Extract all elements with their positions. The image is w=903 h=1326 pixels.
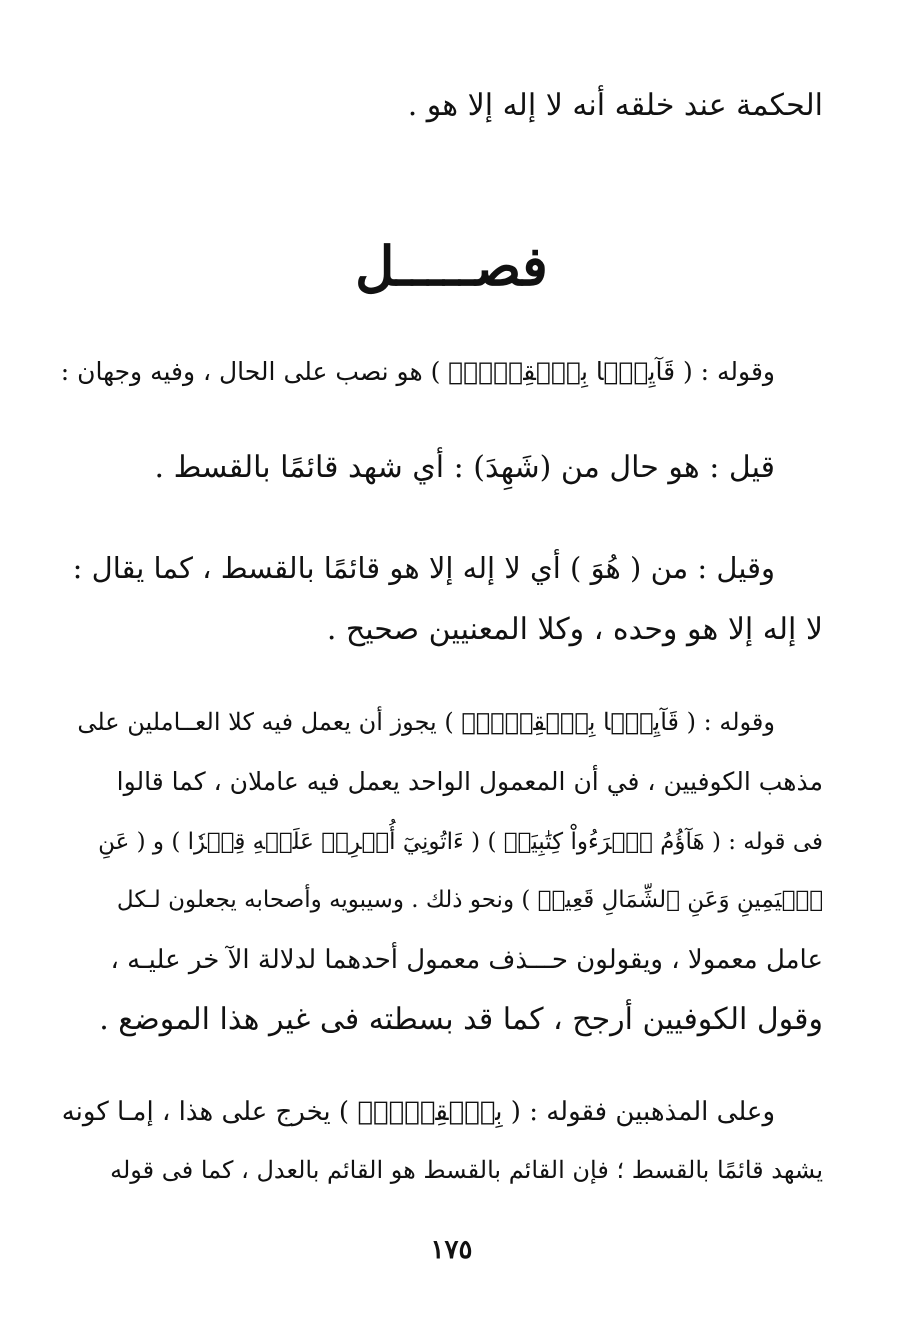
section-heading: فصـــــل (355, 234, 548, 298)
text-line-7: مذهب الكوفيين ، في أن المعمول الواحد يعمل فيه عاملان ، كما قالوا (116, 767, 823, 796)
text-line-2: وقوله : ( قَآيِمَۢا بِٱلۡقِسۡطِۚ ) هو نصب على الحال ، وفيه وجهان : (60, 357, 775, 386)
text-line-13: يشهد قائمًا بالقسط ؛ فإن القائم بالقسط هو القائم بالعدل ، كما فى قوله (110, 1156, 823, 1184)
text-line-5: لا إله إلا هو وحده ، وكلا المعنيين صحيح . (326, 612, 823, 647)
text-line-1: الحكمة عند خلقه أنه لا إله إلا هو . (407, 88, 823, 123)
text-line-6: وقوله : ( قَآيِمَۢا بِٱلۡقِسۡطِۚ ) يجوز أن يعمل فيه كلا العــاملين على (77, 708, 775, 736)
text-line-10: عامل معمولا ، ويقولون حـــذف معمول أحدهما لدلالة الآ خر عليـه ، (110, 945, 823, 975)
text-line-4: وقيل : من ( هُوَ ) أي لا إله إلا هو قائمًا بالقسط ، كما يقال : (72, 551, 775, 585)
text-line-8: فى قوله : ( هَآؤُمُ ٱقۡرَءُواْ كِتَٰبِيَهۡ ) ( ءَاتُونِيٓ أُفۡرِغۡ عَلَيۡهِ قِطۡرٗا ) و ( عَنِ (98, 829, 823, 855)
page-number: ١٧٥ (430, 1235, 473, 1265)
text-line-11: وقول الكوفيين أرجح ، كما قد بسطته فى غير هذا الموضع . (99, 1002, 823, 1037)
text-line-9: ٱلۡيَمِينِ وَعَنِ ٱلشِّمَالِ قَعِيدٞ ) ونحو ذلك . وسيبويه وأصحابه يجعلون لـكل (116, 887, 823, 913)
text-line-3: قيل : هو حال من (شَهِدَ) : أي شهد قائمًا بالقسط . (154, 450, 775, 485)
text-line-12: وعلى المذهبين فقوله : ( بِٱلۡقِسۡطِۚ ) يخرج على هذا ، إمـا كونه (61, 1097, 775, 1127)
